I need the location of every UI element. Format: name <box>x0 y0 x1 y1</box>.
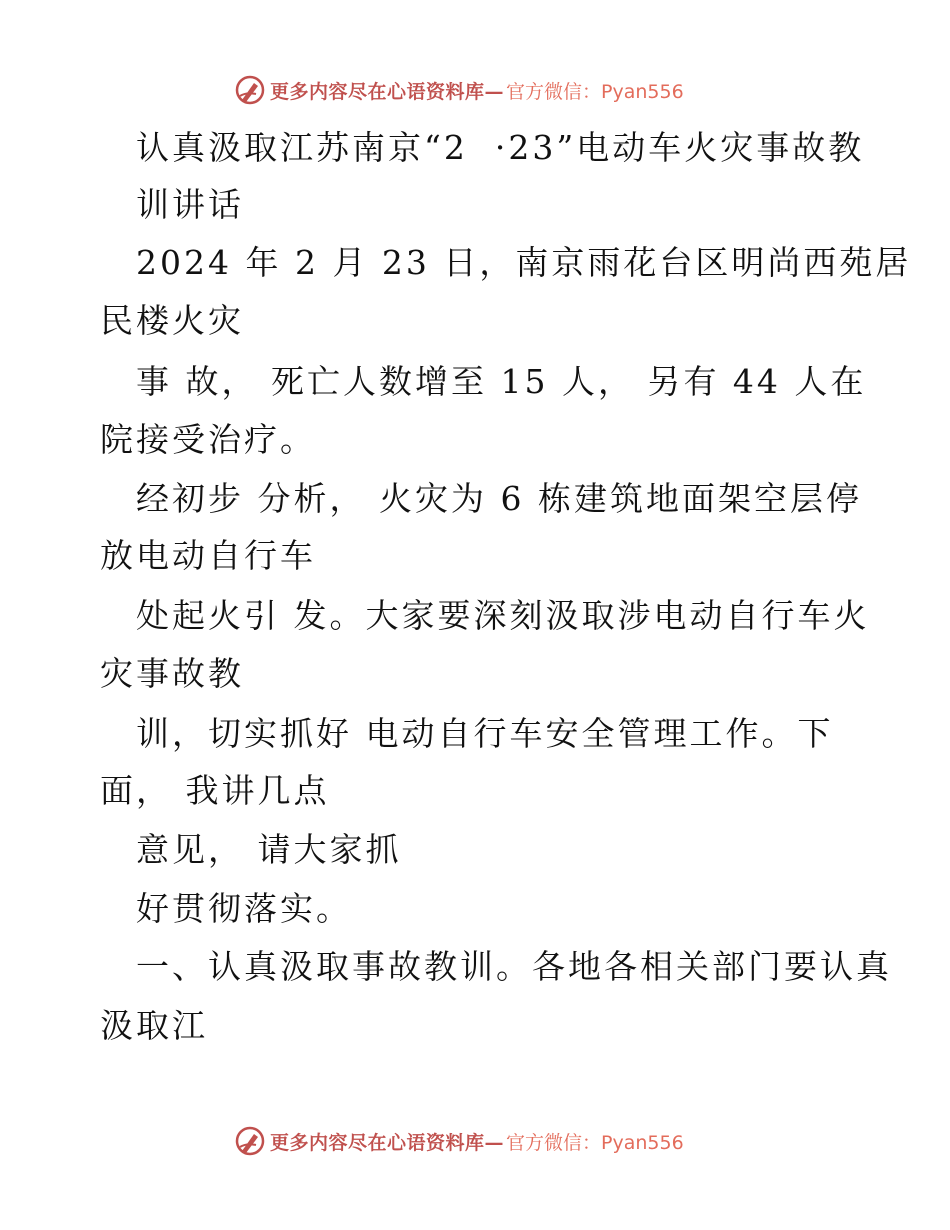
watermark-contact: 官方微信：Pyan556 <box>506 1131 684 1154</box>
doc-line: 处起火引 发。大家要深刻汲取涉电动自行车火 <box>136 596 870 635</box>
doc-line: 意见， 请大家抓 <box>136 830 402 869</box>
doc-line: 训讲话 <box>136 185 244 224</box>
doc-line: 一、认真汲取事故教训。各地各相关部门要认真 <box>136 947 892 986</box>
doc-line: 院接受治疗。 <box>100 420 316 459</box>
doc-line: 经初步 分析， 火灾为 6 栋建筑地面架空层停 <box>136 479 862 518</box>
doc-line: 认真汲取江苏南京“2 ·23”电动车火灾事故教 <box>136 128 865 167</box>
watermark-text: 更多内容尽在心语资料库— <box>270 80 505 103</box>
doc-line: 汲取江 <box>100 1006 208 1045</box>
doc-line: 好贯彻落实。 <box>136 889 352 928</box>
doc-line: 民楼火灾 <box>100 301 244 340</box>
doc-line: 面， 我讲几点 <box>100 771 330 810</box>
footer-watermark <box>234 1123 684 1159</box>
watermark-contact: 官方微信：Pyan556 <box>506 80 684 103</box>
doc-line: 训，切实抓好 电动自行车安全管理工作。下 <box>136 714 834 753</box>
doc-line: 事 故， 死亡人数增至 15 人， 另有 44 人在 <box>136 362 867 401</box>
watermark-text: 更多内容尽在心语资料库— <box>270 1131 505 1154</box>
doc-line: 2024 年 2 月 23 日，南京雨花台区明尚西苑居 <box>136 243 912 282</box>
doc-line: 放电动自行车 <box>100 536 316 575</box>
pen-circle-logo-icon <box>234 1125 266 1157</box>
doc-line: 灾事故教 <box>100 654 244 693</box>
